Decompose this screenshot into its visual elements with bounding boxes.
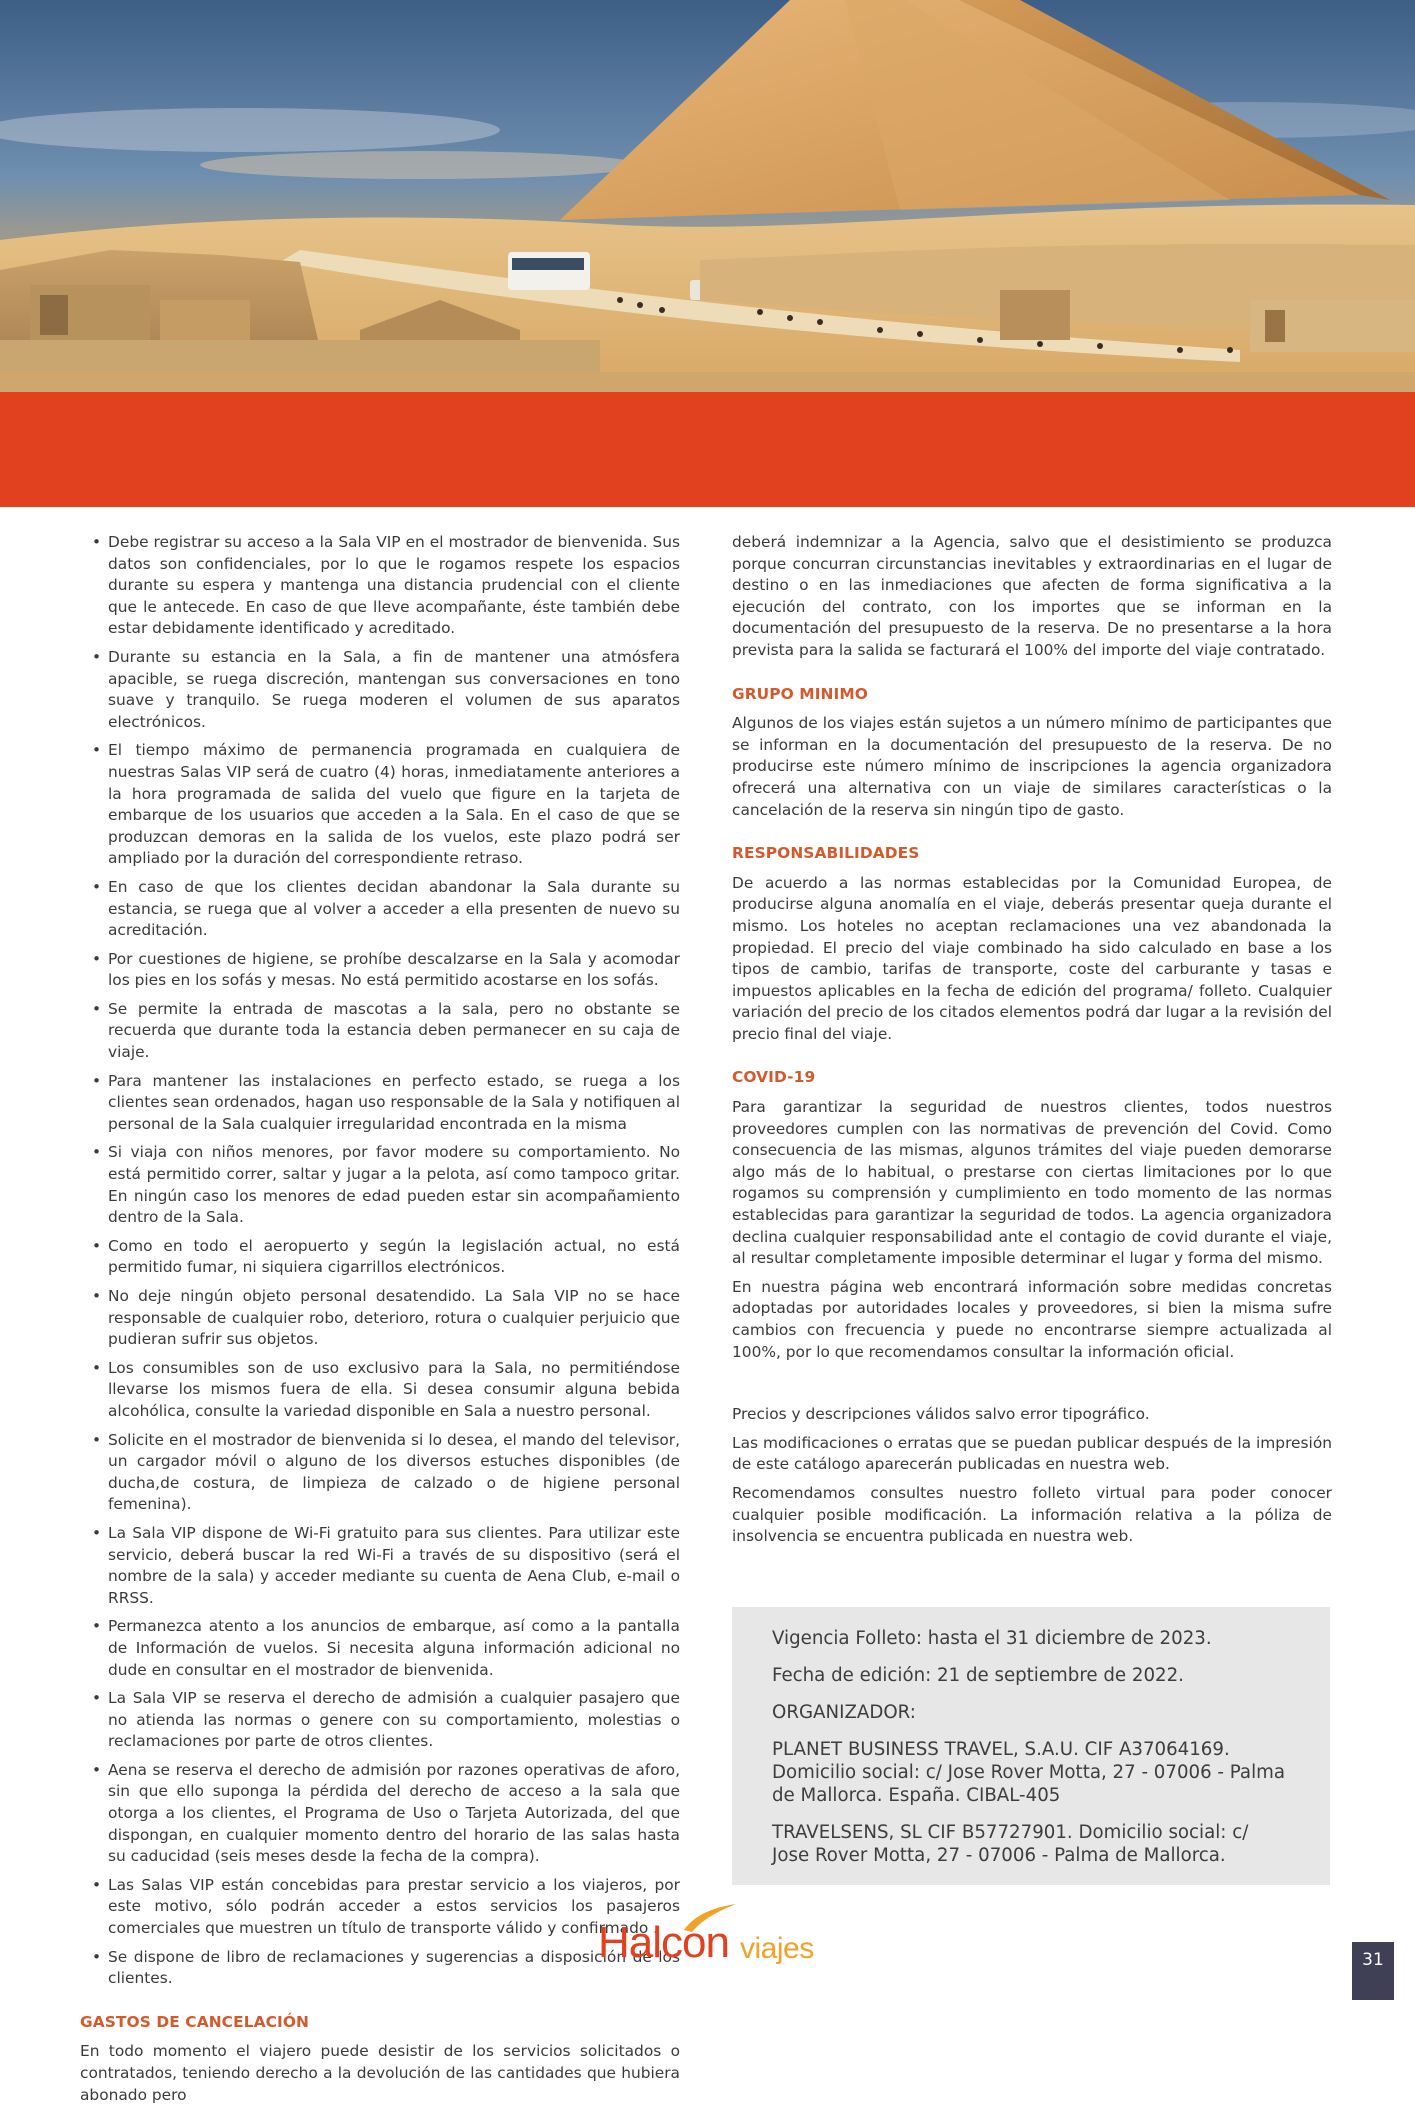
grupo-minimo-text: Algunos de los viajes están sujetos a un número mínimo de participantes que se informan en la documentación del presupuesto de la reserva. De no producirse este número mínimo de inscripciones la agencia organizadora ofrecerá una alternativa con un viaje de similares características o la cancelación de la reserva sin ningún tipo de gasto. (732, 714, 1332, 819)
organizer-entry: TRAVELSENS, SL CIF B57727901. Domicilio social: c/ Jose Rover Motta, 27 - 07006 - Palma de Mallorca. (772, 1822, 1249, 1866)
left-column (80, 532, 680, 2113)
note-paragraph: Precios y descripciones válidos salvo error tipográfico. (732, 1405, 1150, 1424)
list-item: • Debe registrar su acceso a la Sala VIP en el mostrador de bienvenida. Sus datos son confidenciales, por lo que le rogamos respete los espacios durante su espera y mantenga una distancia prudencial con el cliente que le antecede. En caso de que lleve acompañante, éste también debe estar debidamente identificado y acreditado. (80, 532, 680, 640)
halcon-viajes-logo (598, 1902, 818, 1972)
vip-lounge-rules-list (80, 532, 680, 1990)
covid-paragraph: En nuestra página web encontrará información sobre medidas concretas adoptadas por autoridades locales y proveedores, si bien la misma sufre cambios con frecuencia y puede no encontrarse siempre actualizada al 100%, por lo que recomendamos consultar la información oficial. (732, 1277, 1332, 1361)
list-item: • Aena se reserva el derecho de admisión por razones operativas de aforo, sin que ello suponga la pérdida del derecho de acceso a la sala que otorga a los clientes, el Programa de Uso o Tarjeta Autorizada, del que dispongan, en cualquier momento dentro del horario de las salas hasta su caducidad (seis meses desde la fecha de la compra). (80, 1760, 680, 1868)
list-item: • Para mantener las instalaciones en perfecto estado, se ruega a los clientes sean ordenados, hagan uso responsable de la Sala y notifiquen al personal de la Sala cualquier irregularidad encontrada en la misma (80, 1071, 680, 1136)
list-item: • El tiempo máximo de permanencia programada en cualquiera de nuestras Salas VIP será de cuatro (4) horas, inmediatamente anteriores a la hora programada de salida del vuelo que figure en la tarjeta de embarque de los usuarios que acceden a la Sala. En el caso de que se produzcan demoras en la salida de los vuelos, este plazo podrá ser ampliado por la duración del correspondiente retraso. (80, 740, 680, 870)
list-item: • La Sala VIP se reserva el derecho de admisión a cualquier pasajero que no atienda las normas o genere con su comportamiento, molestias o reclamaciones por parte de otros clientes. (80, 1688, 680, 1753)
covid-paragraph: Para garantizar la seguridad de nuestros clientes, todos nuestros proveedores cumplen con las normativas de prevención del Covid. Como consecuencia de las mismas, algunos trámites del viaje pueden demorarse algo más de lo habitual, o prestarse con ciertas limitaciones por lo que rogamos su comprensión y cumplimiento en todo momento de las normas establecidas para garantizar la seguridad de todos. La agencia organizadora declina cualquier responsabilidad ante el contagio de covid durante el viaje, al resultar completamente imposible determinar el lugar y forma del mismo. (732, 1098, 1332, 1268)
spacer (732, 1370, 1332, 1404)
pyramid-illustration (0, 0, 1415, 392)
accent-band (0, 392, 1415, 507)
organizer-entry: PLANET BUSINESS TRAVEL, S.A.U. CIF A37064169. Domicilio social: c/ Jose Rover Motta, 27 - 07006 - Palma de Mallorca. España. CIBAL-405 (772, 1739, 1285, 1806)
note-paragraph: Las modificaciones o erratas que se puedan publicar después de la impresión de este catálogo aparecerán publicadas en nuestra web. (732, 1433, 1332, 1474)
list-item: • No deje ningún objeto personal desatendido. La Sala VIP no se hace responsable de cualquier robo, deterioro, rotura o cualquier perjuicio que pudieran sufrir sus objetos. (80, 1286, 680, 1351)
brochure-info-box (732, 1607, 1330, 1885)
vigencia-text: Vigencia Folleto: hasta el 31 diciembre de 2023. (772, 1628, 1212, 1649)
list-item: • En caso de que los clientes decidan abandonar la Sala durante su estancia, se ruega que al volver a acceder a ella presenten de nuevo su acreditación. (80, 877, 680, 942)
list-item: • Por cuestiones de higiene, se prohíbe descalzarse en la Sala y acomodar los pies en los sofás y mesas. No está permitido acostarse en los sofás. (80, 949, 680, 992)
section-heading-cancelacion: GASTOS DE CANCELACIÓN (80, 2012, 309, 2031)
hero-photo-pyramid (0, 0, 1415, 392)
list-item: • Permanezca atento a los anuncios de embarque, así como a la pantalla de Información de vuelos. Si necesita alguna información adicional no dude en consultar en el mostrador de bienvenida. (80, 1616, 680, 1681)
note-paragraph: Recomendamos consultes nuestro folleto virtual para poder conocer cualquier posible modificación. La información relativa a la póliza de insolvencia se encuentra publicada en nuestra web. (732, 1483, 1332, 1546)
responsabilidades-text: De acuerdo a las normas establecidas por la Comunidad Europea, de producirse alguna anomalía en el viaje, deberás presentar queja durante el mismo. Los hoteles no aceptan reclamaciones una vez abandonada la propiedad. El precio del viaje combinado ha sido calculado en base a los tipos de cambio, tarifas de transporte, coste del carburante y tasas e impuestos aplicables en la fecha de edición del programa/ folleto. Cualquier variación del precio de los citados elementos podrá dar lugar a la revisión del precio final del viaje. (732, 873, 1332, 1043)
list-item: • Se permite la entrada de mascotas a la sala, pero no obstante se recuerda que durante toda la estancia deben permanecer en su caja de viaje. (80, 999, 680, 1064)
section-heading-grupo-minimo: GRUPO MINIMO (732, 684, 868, 703)
right-column (732, 532, 1332, 1555)
list-item: • Solicite en el mostrador de bienvenida si lo desea, el mando del televisor, un cargador móvil o alguno de los diversos estuches disponibles (de ducha,de costura, de limpieza de calzado o de higiene personal femenina). (80, 1430, 680, 1516)
page-number: 31 (1352, 1942, 1394, 2000)
list-item: • Las Salas VIP están concebidas para prestar servicio a los viajeros, por este motivo, sólo podrán acceder a estos servicios los pasajeros comerciales que muestren un título de transporte válido y confirmado . (80, 1875, 680, 1940)
list-item: • Se dispone de libro de reclamaciones y sugerencias a disposición de los clientes. (80, 1947, 680, 1990)
organizer-label: ORGANIZADOR: (772, 1702, 916, 1723)
section-heading-covid: COVID-19 (732, 1068, 816, 1087)
cancelacion-text: En todo momento el viajero puede desistir de los servicios solicitados o contratados, teniendo derecho a la devolución de las cantidades que hubiera abonado pero (80, 2042, 680, 2104)
section-heading-responsabilidades: RESPONSABILIDADES (732, 844, 920, 863)
list-item: • Durante su estancia en la Sala, a fin de mantener una atmósfera apacible, se ruega discreción, mantengan sus conversaciones en tono suave y tranquilo. Se ruega moderen el volumen de sus aparatos electrónicos. (80, 647, 680, 733)
list-item: • La Sala VIP dispone de Wi-Fi gratuito para sus clientes. Para utilizar este servicio, deberá buscar la red Wi-Fi a través de su dispositivo (será el nombre de la sala) y acceder mediante su cuenta de Aena Club, e-mail o RRSS. (80, 1523, 680, 1609)
list-item: • Como en todo el aeropuerto y según la legislación actual, no está permitido fumar, ni siquiera cigarrillos electrónicos. (80, 1236, 680, 1279)
cancelacion-text-continued: deberá indemnizar a la Agencia, salvo que el desistimiento se produzca porque concurran circunstancias inevitables y extraordinarias en el lugar de destino o en las inmediaciones que afecten de forma significativa a la ejecución del contrato, con los importes que se informan en la documentación del presupuesto de la reserva. De no presentarse a la hora prevista para la salida se facturará el 100% del importe del viaje contratado. (732, 533, 1332, 659)
edition-date-text: Fecha de edición: 21 de septiembre de 2022. (772, 1665, 1184, 1686)
logo-word-viajes: viajes (740, 1932, 814, 1965)
list-item: • Los consumibles son de uso exclusivo para la Sala, no permitiéndose llevarse los mismos fuera de ella. Si desea consumir alguna bebida alcohólica, consulte la variedad disponible en Sala a nuestro personal. (80, 1358, 680, 1423)
logo-word-halcon: Halcon (598, 1918, 729, 1967)
list-item: • Si viaja con niños menores, por favor modere su comportamiento. No está permitido correr, saltar y jugar a la pelota, así como tampoco gritar. En ningún caso los menores de edad pueden estar sin acompañamiento dentro de la Sala. (80, 1142, 680, 1228)
